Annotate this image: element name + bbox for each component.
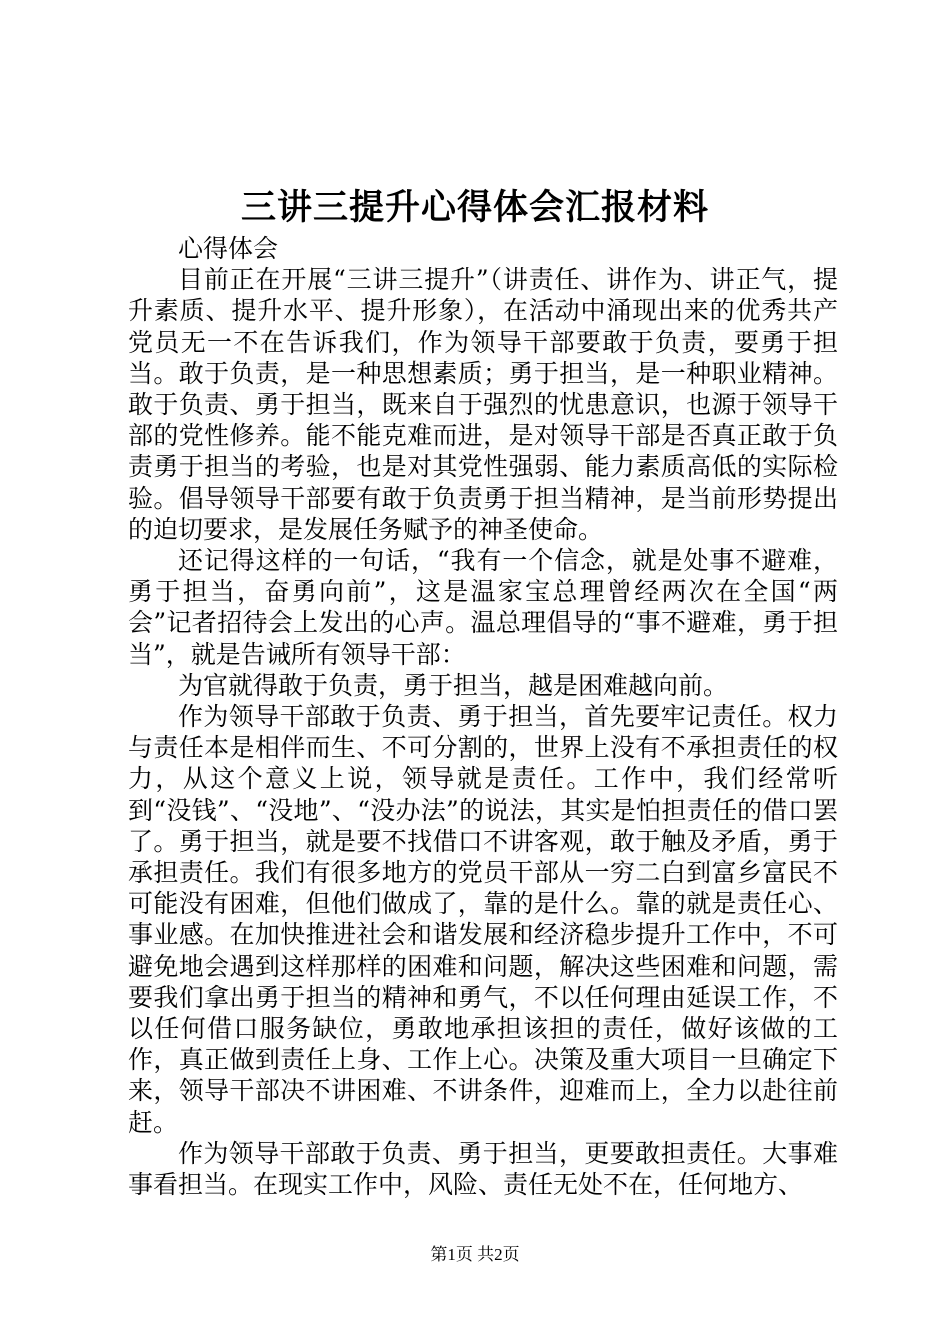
paragraph-dare-to-bear: 作为领导干部敢于负责、勇于担当，更要敢担责任。大事难事看担当。在现实工作中，风险、责任无处不在，任何地方、 xyxy=(128,1138,838,1200)
paragraph-motto: 为官就得敢于负责，勇于担当，越是困难越向前。 xyxy=(178,670,729,700)
paragraph-intro: 目前正在开展“三讲三提升”（讲责任、讲作为、讲正气，提升素质、提升水平、提升形象），在活动中涌现出来的优秀共产党员无一不在告诉我们，作为领导干部要敢于负责，要勇于担当。敢于负责，是一种思想素质；勇于担当，是一种职业精神。敢于负责、勇于担当，既来自于强烈的忧患意识，也源于领导干部的党性修养。能不能克难而进，是对领导干部是否真正敢于负责勇于担当的考验，也是对其党性强弱、能力素质高低的实际检验。倡导领导干部要有敢于负责勇于担当精神，是当前形势提出的迫切要求，是发展任务赋予的神圣使命。 xyxy=(128,265,838,544)
paragraph-section-label: 心得体会 xyxy=(178,234,279,263)
document-body xyxy=(128,233,838,1200)
page-number-footer: 第1页 共2页 xyxy=(430,1245,520,1264)
document-title: 三讲三提升心得体会汇报材料 xyxy=(240,187,709,228)
paragraph-quote: 还记得这样的一句话，“我有一个信念，就是处事不避难，勇于担当，奋勇向前”，这是温家宝总理曾经两次在全国“两会”记者招待会上发出的心声。温总理倡导的“事不避难，勇于担当”，就是告诫所有领导干部： xyxy=(128,546,838,669)
paragraph-responsibility: 作为领导干部敢于负责、勇于担当，首先要牢记责任。权力与责任本是相伴而生、不可分割的，世界上没有不承担责任的权力，从这个意义上说，领导就是责任。工作中，我们经常听到“没钱”、“没地”、“没办法”的说法，其实是怕担责任的借口罢了。勇于担当，就是要不找借口不讲客观，敢于触及矛盾，勇于承担责任。我们有很多地方的党员干部从一穷二白到富乡富民不可能没有困难，但他们做成了，靠的是什么。靠的就是责任心、事业感。在加快推进社会和谐发展和经济稳步提升工作中，不可避免地会遇到这样那样的困难和问题，解决这些困难和问题，需要我们拿出勇于担当的精神和勇气，不以任何理由延误工作，不以任何借口服务缺位，勇敢地承担该担的责任，做好该做的工作，真正做到责任上身、工作上心。决策及重大项目一旦确定下来，领导干部决不讲困难、不讲条件，迎难而上，全力以赴往前赶。 xyxy=(128,702,838,1137)
